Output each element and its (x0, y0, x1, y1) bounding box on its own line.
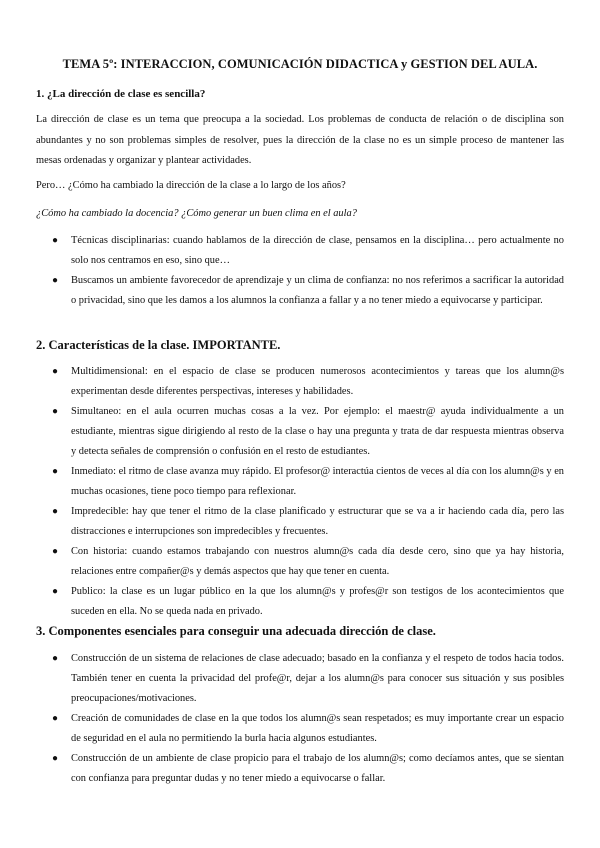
section-3-heading: 3. Componentes esenciales para conseguir una adecuada dirección de clase. (36, 624, 436, 638)
document-title: TEMA 5º: INTERACCION, COMUNICACIÓN DIDACTICA y GESTION DEL AULA. (62, 57, 538, 71)
list-item: ● Técnicas disciplinarias: cuando hablamos de la dirección de clase, pensamos en la disciplina… pero actualmente no solo nos centramos en eso, sino que… (36, 231, 564, 271)
section-2-heading: 2. Características de la clase. IMPORTANTE. (36, 338, 281, 352)
section-1-subquestion: ¿Cómo ha cambiado la docencia? ¿Cómo generar un buen clima en el aula? (36, 208, 357, 219)
bullet-icon: ● (52, 546, 59, 557)
list-item: ● Construcción de un sistema de relaciones de clase adecuado; basado en la confianza y el respeto de todos hacia todos. También tener en cuenta la privacidad del profe@r, dejar a los alumn@s para conocer sus situación y sus posibles preocupaciones/motivaciones. (36, 649, 564, 709)
bullet-icon: ● (52, 275, 59, 286)
bullet-icon: ● (52, 235, 59, 246)
list-item: ● Publico: la clase es un lugar público en la que los alumn@s y profes@r son testigos de los acontecimientos que suceden en ella. No se queda nada en privado. (36, 582, 564, 622)
section-2-bullet-list (36, 362, 564, 622)
bullet-icon: ● (52, 653, 59, 664)
bullet-icon: ● (52, 506, 59, 517)
list-item: ● Inmediato: el ritmo de clase avanza muy rápido. El profesor@ interactúa cientos de veces al día con los alumn@s y en muchas ocasiones, tiene poco tiempo para reflexionar. (36, 462, 564, 502)
section-1-paragraph: La dirección de clase es un tema que preocupa a la sociedad. Los problemas de conducta de relación o de disciplina son abundantes y no son problemas simples de resolver, pues la dirección de la clase no es un simple proceso de mantener las mesas ordenadas y organizar y plantear actividades. (36, 114, 564, 166)
list-item: ● Multidimensional: en el espacio de clase se producen numerosos acontecimientos y tareas que los alumn@s experimentan desde diferentes perspectivas, intereses y habilidades. (36, 362, 564, 402)
bullet-icon: ● (52, 406, 59, 417)
section-1-heading: 1. ¿La dirección de clase es sencilla? (36, 88, 206, 100)
bullet-icon: ● (52, 466, 59, 477)
section-3-bullet-list (36, 649, 564, 789)
section-1-bullet-list (36, 231, 564, 311)
bullet-icon: ● (52, 753, 59, 764)
list-item: ● Con historia: cuando estamos trabajando con nuestros alumn@s cada día desde cero, sino que ya hay historia, relaciones entre compañer@s y demás aspectos que hay que tener en cuenta. (36, 542, 564, 582)
list-item: ● Buscamos un ambiente favorecedor de aprendizaje y un clima de confianza: no nos referimos a sacrificar la autoridad o privacidad, sino que les damos a los alumnos la confianza a fallar y a no tener miedo a equivocarse y participar. (36, 271, 564, 311)
bullet-icon: ● (52, 586, 59, 597)
bullet-icon: ● (52, 713, 59, 724)
list-item: ● Construcción de un ambiente de clase propicio para el trabajo de los alumn@s; como decíamos antes, que se sientan con confianza para preguntar dudas y no tener miedo a equivocarse o fallar. (36, 749, 564, 789)
list-item: ● Creación de comunidades de clase en la que todos los alumn@s sean respetados; es muy importante crear un espacio de seguridad en el aula no permitiendo la burla hacia algunos estudiantes. (36, 709, 564, 749)
bullet-icon: ● (52, 366, 59, 377)
section-1-question: Pero… ¿Cómo ha cambiado la dirección de la clase a lo largo de los años? (36, 180, 346, 191)
list-item: ● Simultaneo: en el aula ocurren muchas cosas a la vez. Por ejemplo: el maestr@ ayuda individualmente a un estudiante, mientras sigue dirigiendo al resto de la clase o hay una pregunta y trata de dar respuesta mientras observa y detecta señales de comprensión o confusión en el resto de estudiantes. (36, 402, 564, 462)
list-item: ● Impredecible: hay que tener el ritmo de la clase planificado y estructurar que se va a ir haciendo cada día, pero las distracciones e interrupciones son impredecibles y frecuentes. (36, 502, 564, 542)
